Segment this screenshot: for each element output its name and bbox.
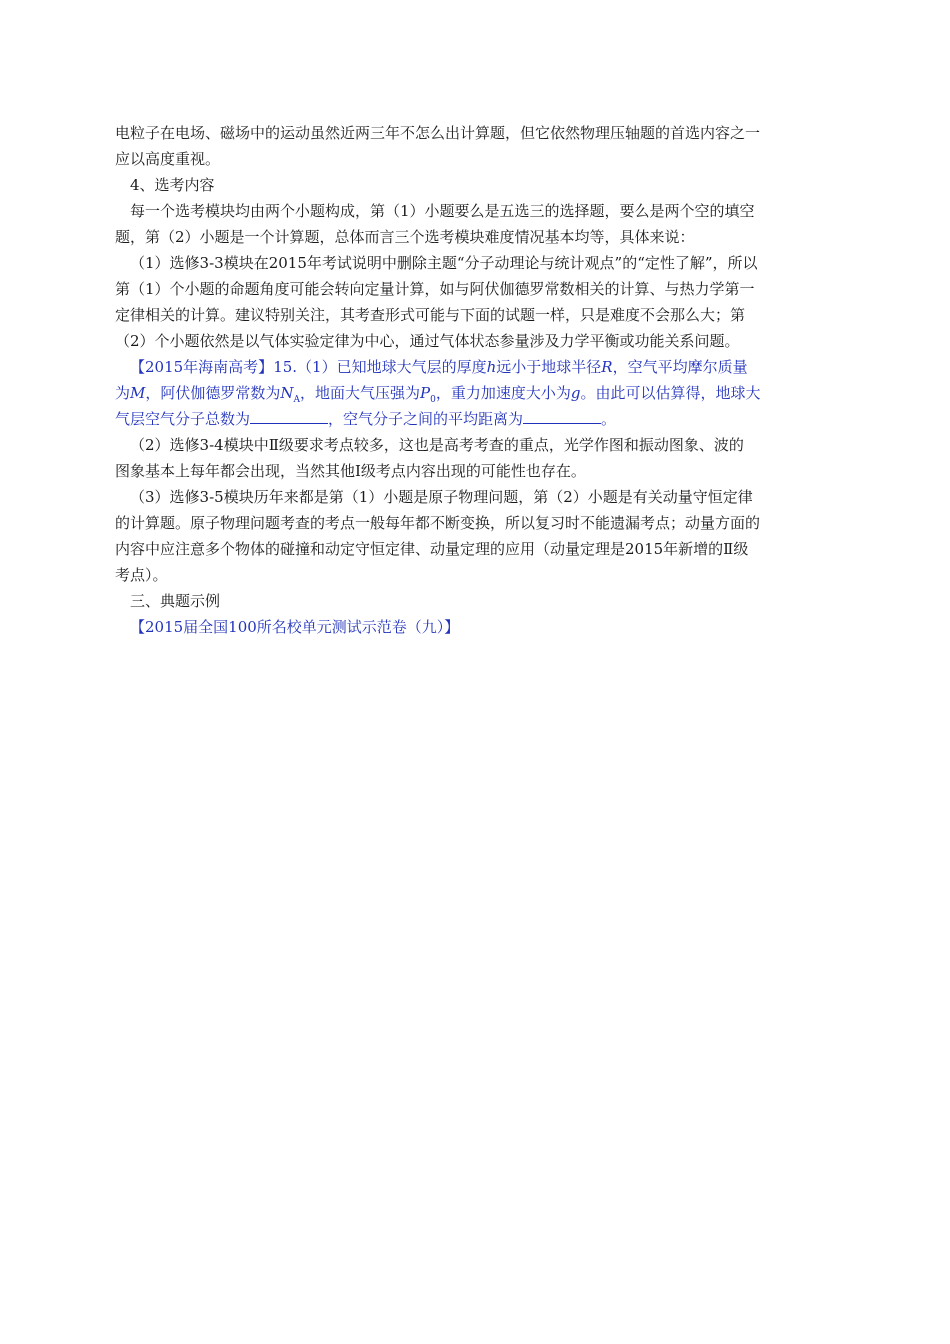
paragraph-line: （2）选修3-4模块中Ⅱ级要求考点较多，这也是高考考查的重点，光学作图和振动图象、波的 — [130, 436, 744, 454]
question-text: 。 — [601, 410, 617, 428]
question-text: ，空气平均摩尔质量 — [612, 358, 748, 376]
symbol-NA: N — [280, 384, 294, 402]
example-question-line — [115, 380, 837, 406]
paragraph-line: 每一个选考模块均由两个小题构成，第（1）小题要么是五选三的选择题，要么是两个空的填空 — [130, 202, 755, 220]
question-text: 气层空气分子总数为 — [115, 410, 251, 428]
section-heading-3: 三、典题示例 — [130, 592, 221, 610]
symbol-h: h — [486, 358, 497, 376]
symbol-g: g — [570, 384, 581, 402]
paragraph-line: 考点）。 — [115, 566, 168, 584]
paragraph-line: （1）选修3-3模块在2015年考试说明中删除主题“分子动理论与统计观点”的“定性了解”，所以 — [130, 254, 758, 272]
paragraph-line: 内容中应注意多个物体的碰撞和动定守恒定律、动量定理的应用（动量定理是2015年新增的Ⅱ级 — [115, 540, 749, 558]
paragraph-line: 第（1）个小题的命题角度可能会转向定量计算，如与阿伏伽德罗常数相关的计算、与热力学第一 — [115, 280, 755, 298]
paragraph-line: （2）个小题依然是以气体实验定律为中心，通过气体状态参量涉及力学平衡或功能关系问题。 — [115, 332, 740, 350]
answer-blank-1[interactable] — [250, 407, 328, 424]
symbol-NA-subscript: A — [293, 395, 301, 405]
question-text: 远小于地球半径 — [496, 358, 602, 376]
paragraph-line: 题，第（2）小题是一个计算题，总体而言三个选考模块难度情况基本均等，具体来说： — [115, 228, 695, 246]
symbol-R: R — [601, 358, 613, 376]
example-source-2: 【2015届全国100所名校单元测试示范卷（九）】 — [130, 618, 460, 636]
answer-blank-2[interactable] — [523, 407, 601, 424]
question-text: （1）已知地球大气层的厚度 — [297, 358, 487, 376]
section-heading-4: 4、选考内容 — [130, 176, 215, 194]
symbol-P0-subscript: 0 — [430, 395, 436, 405]
paragraph-line: 电粒子在电场、磁场中的运动虽然近两三年不怎么出计算题，但它依然物理压轴题的首选内容之一 — [115, 124, 761, 142]
question-number: 15. — [273, 358, 298, 376]
paragraph-line: 应以高度重视。 — [115, 150, 221, 168]
example-question-line — [115, 354, 837, 380]
example-source: 【2015年海南高考】 — [130, 358, 274, 376]
question-text: ，重力加速度大小为 — [435, 384, 571, 402]
question-text: ，阿伏伽德罗常数为 — [145, 384, 281, 402]
paragraph-line: （3）选修3-5模块历年来都是第（1）小题是原子物理问题，第（2）小题是有关动量守恒定律 — [130, 488, 753, 506]
question-text: 。由此可以估算得，地球大 — [580, 384, 761, 402]
document-body — [115, 120, 837, 640]
example-question-line — [115, 406, 837, 432]
symbol-M: M — [130, 384, 146, 402]
paragraph-line: 图象基本上每年都会出现，当然其他Ⅰ级考点内容出现的可能性也存在。 — [115, 462, 586, 480]
symbol-P0: P — [420, 384, 431, 402]
paragraph-line: 定律相关的计算。建议特别关注，其考查形式可能与下面的试题一样，只是难度不会那么大；第 — [115, 306, 746, 324]
paragraph-line: 的计算题。原子物理问题考查的考点一般每年都不断变换，所以复习时不能遗漏考点；动量方面的 — [115, 514, 761, 532]
question-text: ，空气分子之间的平均距离为 — [328, 410, 524, 428]
question-text: ，地面大气压强为 — [300, 384, 421, 402]
question-text: 为 — [115, 384, 131, 402]
